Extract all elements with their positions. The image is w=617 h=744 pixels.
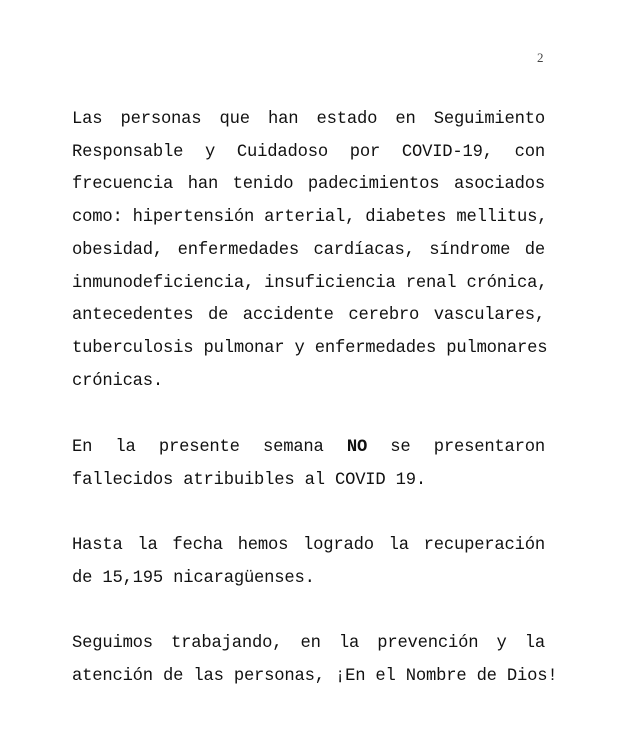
paragraph-line: Hasta la fecha hemos logrado la recuperación (72, 536, 545, 555)
paragraph-followup-conditions (72, 104, 548, 398)
paragraph-line: atención de las personas, ¡En el Nombre de Dios! (72, 666, 558, 686)
paragraph-line: Las personas que han estado en Seguimiento (72, 110, 545, 129)
paragraph-line: crónicas. (72, 371, 164, 391)
emphasis-no: NO (346, 438, 368, 457)
paragraph-line: fallecidos atribuibles al COVID 19. (72, 470, 426, 490)
deaths-text-end: se presentaron (367, 438, 545, 457)
paragraph-closing (72, 628, 558, 693)
paragraph-deaths-statement (72, 432, 545, 497)
paragraph-line: inmunodeficiencia, insuficiencia renal crónica, (72, 273, 548, 293)
paragraph-line: Seguimos trabajando, en la prevención y la (72, 634, 545, 653)
paragraph-line: tuberculosis pulmonar y enfermedades pulmonares (72, 338, 548, 358)
paragraph-recoveries (72, 530, 545, 595)
paragraph-line: antecedentes de accidente cerebro vasculares, (72, 306, 545, 326)
paragraph-line: frecuencia han tenido padecimientos asociados (72, 175, 545, 195)
paragraph-line (72, 432, 545, 465)
paragraph-line: Responsable y Cuidadoso por COVID-19, con (72, 142, 545, 162)
paragraph-line: obesidad, enfermedades cardíacas, síndrome de (72, 240, 545, 260)
paragraph-line: como: hipertensión arterial, diabetes mellitus, (72, 208, 548, 228)
deaths-text-start: En la presente semana (72, 438, 347, 457)
page-number: 2 (537, 50, 544, 65)
paragraph-line: de 15,195 nicaragüenses. (72, 568, 315, 588)
